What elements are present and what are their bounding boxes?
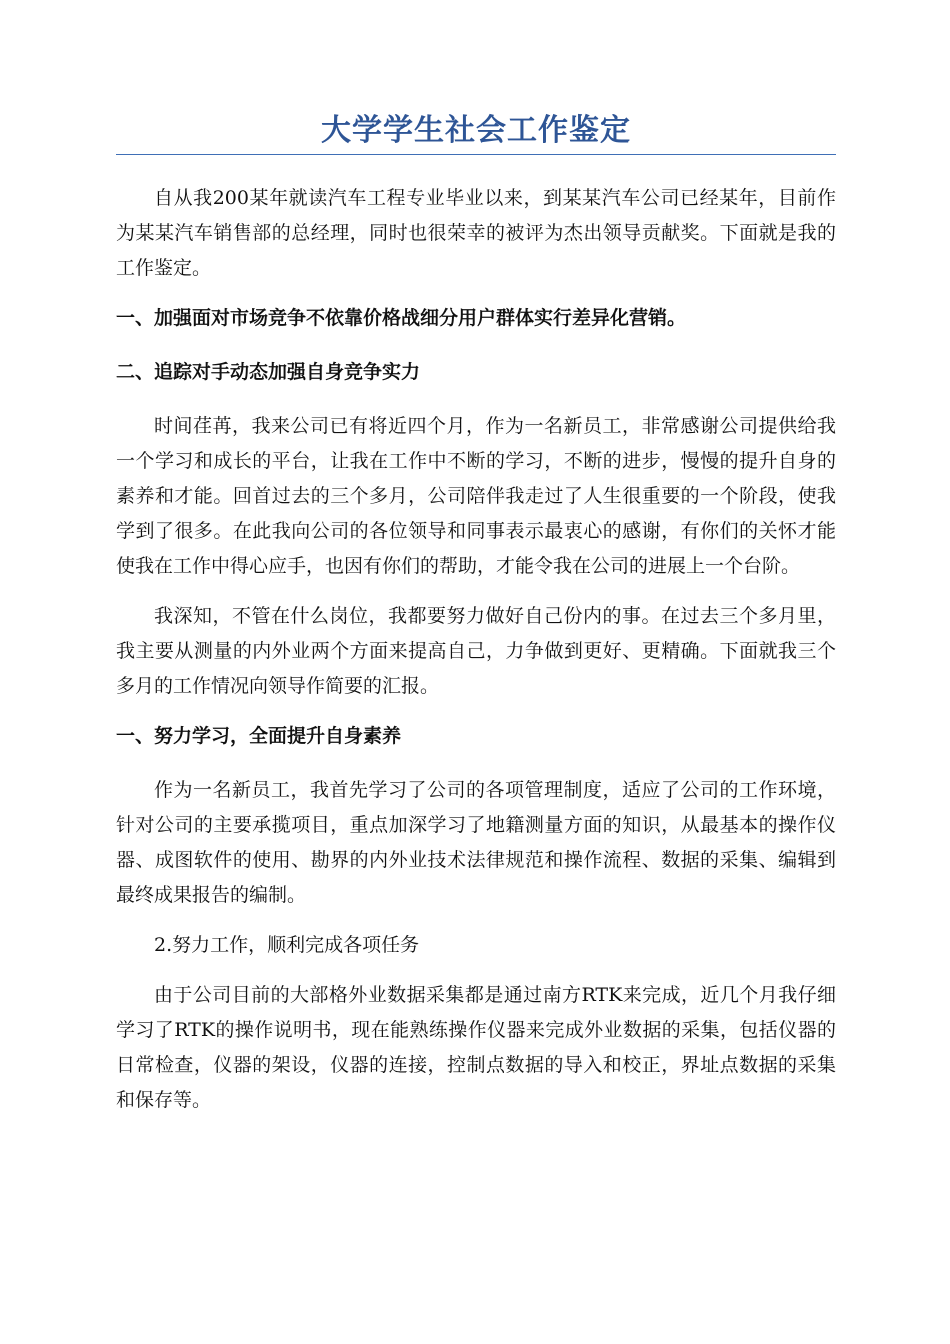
body-paragraph-rtk: 由于公司目前的大部格外业数据采集都是通过南方RTK来完成，近几个月我仔细学习了RTK的操作说明书，现在能熟练操作仪器来完成外业数据的采集，包括仪器的日常检查，仪器的架设，仪器的连接，控制点数据的导入和校正，界址点数据的采集和保存等。	[116, 984, 836, 1111]
section-heading-study: 一、努力学习，全面提升自身素养	[116, 725, 402, 747]
section-heading-2: 二、追踪对手动态加强自身竞争实力	[116, 361, 421, 383]
title-underline	[116, 154, 836, 155]
section-heading-1: 一、加强面对市场竞争不依靠价格战细分用户群体实行差异化营销。	[116, 307, 687, 329]
body-paragraph-duty: 我深知，不管在什么岗位，我都要努力做好自己份内的事。在过去三个多月里，我主要从测量的内外业两个方面来提高自己，力争做到更好、更精确。下面就我三个多月的工作情况向领导作简要的汇报。	[116, 605, 836, 697]
body-paragraph-time: 时间荏苒，我来公司已有将近四个月，作为一名新员工，非常感谢公司提供给我一个学习和成长的平台，让我在工作中不断的学习，不断的进步，慢慢的提升自身的素养和才能。回首过去的三个多月，公司陪伴我走过了人生很重要的一个阶段，使我学到了很多。在此我向公司的各位领导和同事表示最衷心的感谢，有你们的关怀才能使我在工作中得心应手，也因有你们的帮助，才能令我在公司的进展上一个台阶。	[116, 415, 836, 577]
body-paragraph-study: 作为一名新员工，我首先学习了公司的各项管理制度，适应了公司的工作环境，针对公司的主要承揽项目，重点加深学习了地籍测量方面的知识，从最基本的操作仪器、成图软件的使用、勘界的内外业技术法律规范和操作流程、数据的采集、编辑到最终成果报告的编制。	[116, 779, 836, 906]
numbered-item-work: 2.努力工作，顺利完成各项任务	[154, 934, 420, 956]
intro-paragraph: 自从我200某年就读汽车工程专业毕业以来，到某某汽车公司已经某年，目前作为某某汽车销售部的总经理，同时也很荣幸的被评为杰出领导贡献奖。下面就是我的工作鉴定。	[116, 187, 836, 279]
document-title: 大学学生社会工作鉴定	[321, 113, 631, 148]
document-page	[116, 108, 836, 1133]
